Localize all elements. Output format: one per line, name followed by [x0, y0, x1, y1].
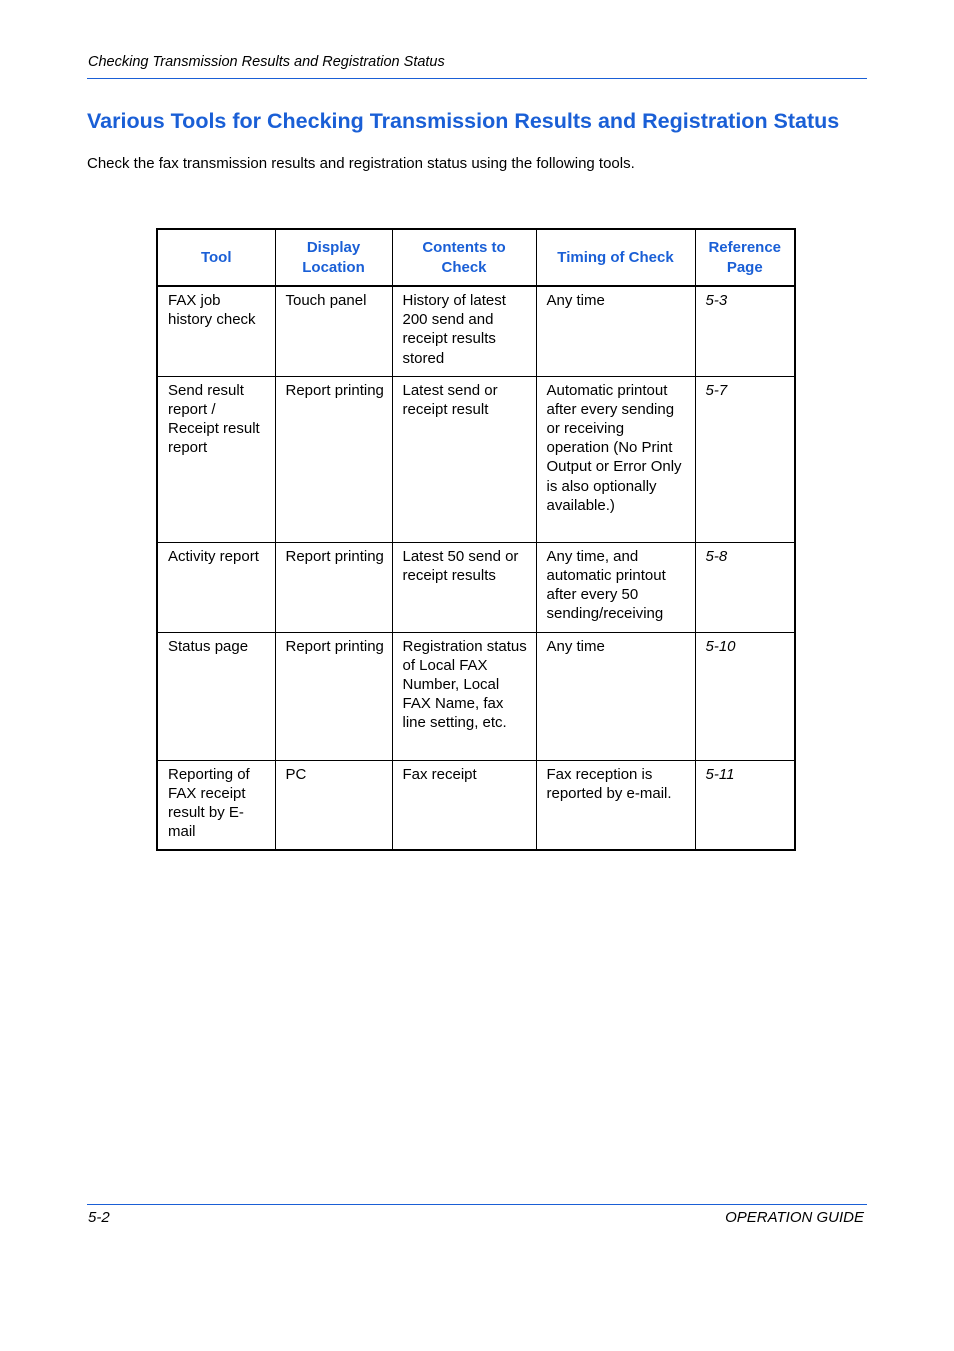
cell-display-location: PC: [275, 760, 392, 850]
cell-tool: Activity report: [157, 542, 275, 632]
cell-reference-page: 5-3: [695, 286, 795, 376]
header-timing-of-check: Timing of Check: [536, 229, 695, 286]
table-row: [157, 542, 795, 632]
header-tool: Tool: [157, 229, 275, 286]
cell-tool: Send result report / Receipt result report: [157, 376, 275, 542]
header-display-location: Display Location: [275, 229, 392, 286]
table-row: [157, 760, 795, 850]
cell-display-location: Touch panel: [275, 286, 392, 376]
section-title: Various Tools for Checking Transmission Results and Registration Status: [87, 109, 840, 133]
cell-contents: Registration status of Local FAX Number, Local FAX Name, fax line setting, etc.: [392, 632, 536, 760]
table-row: [157, 286, 795, 376]
cell-tool: Reporting of FAX receipt result by E-mail: [157, 760, 275, 850]
cell-contents: Fax receipt: [392, 760, 536, 850]
cell-tool: FAX job history check: [157, 286, 275, 376]
table-header-row: [157, 229, 795, 286]
cell-contents: Latest send or receipt result: [392, 376, 536, 542]
page-number: 5-2: [88, 1209, 110, 1226]
cell-reference-page: 5-10: [695, 632, 795, 760]
cell-timing: Fax reception is reported by e-mail.: [536, 760, 695, 850]
cell-display-location: Report printing: [275, 542, 392, 632]
header-rule: [87, 78, 867, 79]
cell-reference-page: 5-7: [695, 376, 795, 542]
guide-name: OPERATION GUIDE: [725, 1209, 864, 1226]
running-header: Checking Transmission Results and Registration Status: [88, 54, 445, 70]
cell-display-location: Report printing: [275, 632, 392, 760]
cell-reference-page: 5-8: [695, 542, 795, 632]
intro-paragraph: Check the fax transmission results and registration status using the following tools.: [87, 155, 635, 172]
table-row: [157, 632, 795, 760]
cell-contents: History of latest 200 send and receipt results stored: [392, 286, 536, 376]
header-contents-to-check: Contents to Check: [392, 229, 536, 286]
cell-timing: Any time: [536, 632, 695, 760]
cell-contents: Latest 50 send or receipt results: [392, 542, 536, 632]
footer-rule: [87, 1204, 867, 1205]
cell-timing: Automatic printout after every sending or receiving operation (No Print Output or Error Only is also optionally available.): [536, 376, 695, 542]
header-reference-page: Reference Page: [695, 229, 795, 286]
cell-tool: Status page: [157, 632, 275, 760]
cell-timing: Any time, and automatic printout after every 50 sending/receiving: [536, 542, 695, 632]
table-row: [157, 376, 795, 542]
cell-timing: Any time: [536, 286, 695, 376]
cell-reference-page: 5-11: [695, 760, 795, 850]
tools-table: [156, 228, 796, 851]
cell-display-location: Report printing: [275, 376, 392, 542]
